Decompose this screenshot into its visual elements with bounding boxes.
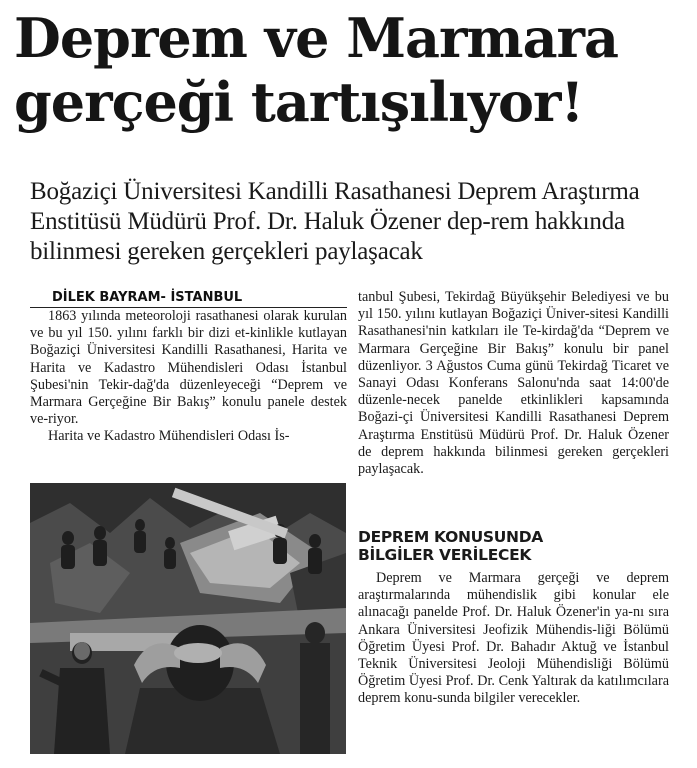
byline-text: DİLEK BAYRAM- İSTANBUL [52, 290, 243, 305]
byline [30, 289, 347, 308]
headline [14, 6, 686, 134]
earthquake-photo [30, 483, 346, 754]
article-column-right-lower [358, 570, 669, 708]
article-column-left [30, 308, 347, 446]
headline-line-2: gerçeği tartışılıyor! [14, 70, 584, 134]
deck-subtitle: Boğaziçi Üniversitesi Kandilli Rasathanesi Deprem Araştırma Enstitüsü Müdürü Prof. Dr. Haluk Özener dep-rem hakkında bilinmesi gereken gerçekleri paylaşacak [30, 178, 640, 265]
article-paragraph: Deprem ve Marmara gerçeği ve deprem araştırmalarında mühendislik gibi konular ele alınacağı panelde Prof. Dr. Haluk Özener'in ya-nı sıra Ankara Üniversitesi Jeofizik Mühendis-liği Bölümü Öğretim Üyesi Prof. Dr. Bahadır Aktuğ ve İstanbul Teknik Üniversitesi Jeoloji Mühendisliği Bölümü Öğretim Üyesi Prof. Dr. Cenk Yaltırak da katılımcılara deprem konu-sunda bilgiler verecekler. [358, 570, 669, 707]
subhead-line-1: DEPREM KONUSUNDA [358, 528, 543, 546]
article-column-right [358, 289, 669, 478]
article-paragraph: tanbul Şubesi, Tekirdağ Büyükşehir Belediyesi ve bu yıl 150. yılını kutlayan Boğaziçi Üniver-sitesi Kandilli Rasathanesi'nin katkıları ile Te-kirdağ'da “Deprem ve Marmara Gerçeğine Bir Bakış” konulu bir panel düzenliyor. 3 Ağustos Cuma günü Tekirdağ Ticaret ve Sanayi Odası Konferans Salonu'nda saat 14:00'de düzenle-necek panelde etkinlikleri kapsamında Boğazi-çi Üniversitesi Kandilli Rasathanesi Deprem Araştırma Enstitüsü Müdürü Prof. Dr. Haluk Özener de deprem hakkında bilinmesi gereken gerçekleri paylaşacak. [358, 289, 669, 478]
section-subhead [358, 528, 669, 564]
article-paragraph: 1863 yılında meteoroloji rasathanesi olarak kurulan ve bu yıl 150. yılını farklı bir dizi et-kinlikle kutlayan Boğaziçi Üniversitesi Kandilli Rasathanesi, Harita ve Harita ve Kadastro Mühendisleri Odası İstanbul Şubesi'nin Tekir-dağ'da düzenleyeceği “Deprem ve Marmara Gerçeğine Bir Bakış” konulu panele destek ve-riyor. [30, 308, 347, 428]
article-paragraph: Harita ve Kadastro Mühendisleri Odası İs- [48, 428, 290, 445]
earthquake-photo-image [30, 483, 346, 754]
headline-line-1: Deprem ve Marmara [14, 6, 618, 70]
subhead-line-2: BİLGİLER VERİLECEK [358, 546, 532, 564]
